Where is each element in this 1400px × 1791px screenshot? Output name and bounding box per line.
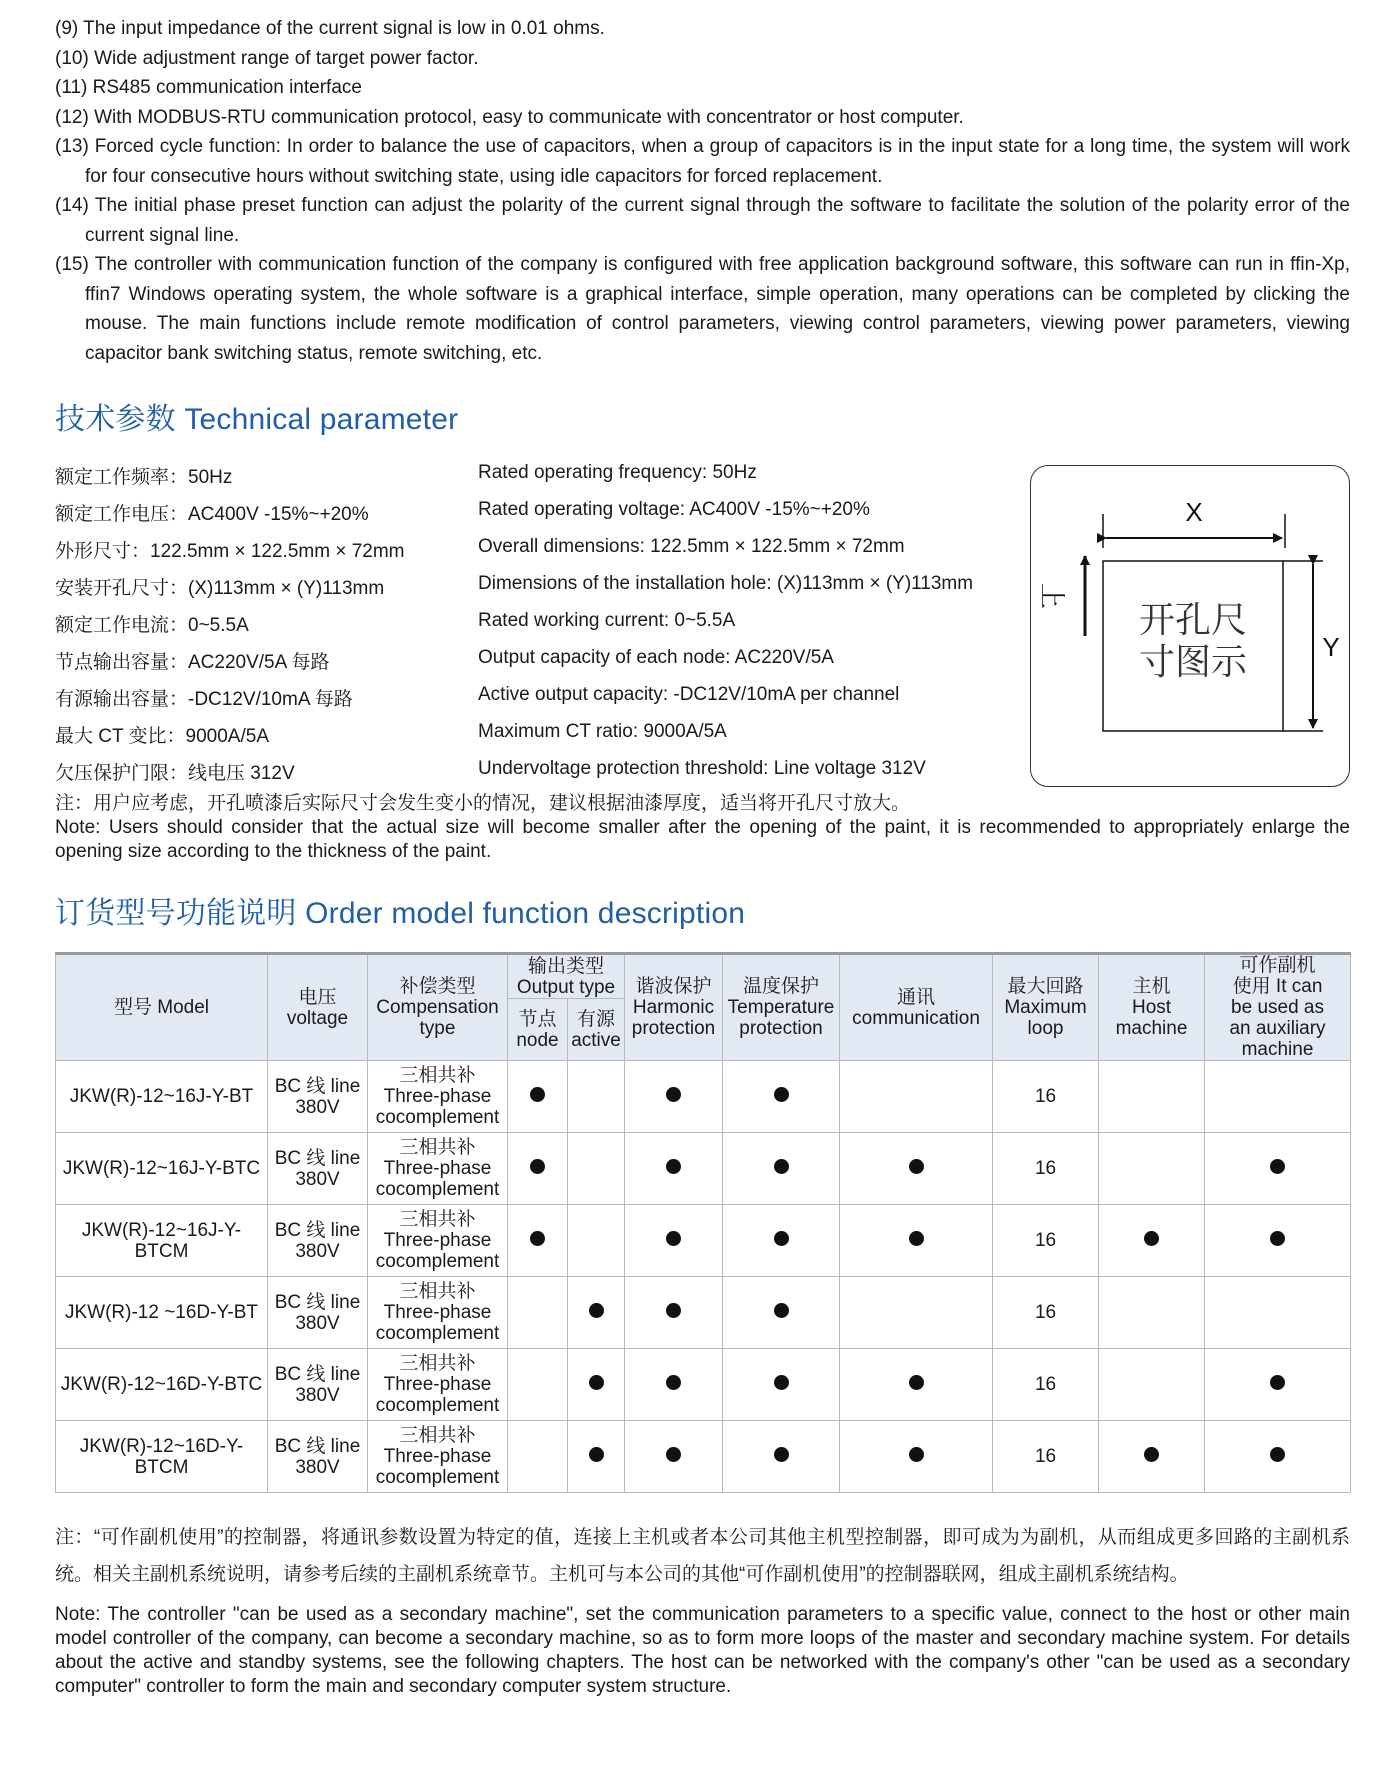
feature-dot (666, 1087, 681, 1102)
feature-dot (909, 1447, 924, 1462)
tech-param-en: Rated operating voltage: AC400V -15%~+20% (478, 499, 870, 520)
max-loop-cell: 16 (993, 1061, 1099, 1133)
feature-item: (13) Forced cycle function: In order to balance the use of capacitors, when a group of capacitors is in the input state for a long time, the system will work for four consecutive hours without switching state, using idle capacitors for forced replacement. (55, 136, 1350, 187)
auxiliary-cell (1205, 1133, 1351, 1205)
comm-cell (840, 1349, 993, 1421)
tech-param-en: Maximum CT ratio: 9000A/5A (478, 721, 727, 742)
tech-param-en: Output capacity of each node: AC220V/5A (478, 647, 834, 668)
harmonic-cell (625, 1205, 723, 1277)
model-cell: JKW(R)-12 ~16D-Y-BT (56, 1277, 268, 1349)
host-cell (1099, 1133, 1205, 1205)
table-row (56, 1061, 1351, 1133)
tech-param-zh: 额定工作电压：AC400V -15%~+20% (55, 504, 369, 525)
temp-cell (723, 1277, 840, 1349)
tech-parameter-block (55, 462, 1350, 792)
tech-param-zh: 外形尺寸：122.5mm × 122.5mm × 72mm (55, 541, 405, 562)
temp-cell (723, 1061, 840, 1133)
tech-param-en: Rated working current: 0~5.5A (478, 610, 736, 631)
node-cell (508, 1349, 568, 1421)
table-row (56, 1421, 1351, 1493)
active-cell (568, 1061, 625, 1133)
feature-item: (9) The input impedance of the current signal is low in 0.01 ohms. (55, 18, 605, 39)
feature-dot (909, 1159, 924, 1174)
tech-note-zh: 注：用户应考虑，开孔喷漆后实际尺寸会发生变小的情况，建议根据油漆厚度，适当将开孔尺寸放大。 (55, 793, 911, 814)
feature-dot (1270, 1159, 1285, 1174)
host-cell (1099, 1421, 1205, 1493)
cutout-dimension-diagram (1030, 465, 1350, 787)
header-node: 节点 node (508, 999, 568, 1061)
header-communication: 通讯 communication (840, 954, 993, 1061)
voltage-cell: BC 线 line 380V (268, 1421, 368, 1493)
temp-cell (723, 1205, 840, 1277)
host-cell (1099, 1061, 1205, 1133)
feature-dot (530, 1231, 545, 1246)
header-temperature: 温度保护 Temperature protection (723, 954, 840, 1061)
auxiliary-cell (1205, 1277, 1351, 1349)
feature-dot (530, 1159, 545, 1174)
comm-cell (840, 1277, 993, 1349)
feature-dot (909, 1375, 924, 1390)
comm-cell (840, 1205, 993, 1277)
host-cell (1099, 1349, 1205, 1421)
table-row (56, 1277, 1351, 1349)
compensation-cell: 三相共补 Three-phase cocomplement (368, 1205, 508, 1277)
harmonic-cell (625, 1349, 723, 1421)
header-voltage: 电压 voltage (268, 954, 368, 1061)
feature-item: (12) With MODBUS-RTU communication protocol, easy to communicate with concentrator or host computer. (55, 106, 964, 128)
compensation-cell: 三相共补 Three-phase cocomplement (368, 1349, 508, 1421)
harmonic-cell (625, 1277, 723, 1349)
feature-dot (1270, 1375, 1285, 1390)
active-cell (568, 1133, 625, 1205)
active-cell (568, 1277, 625, 1349)
tech-param-zh: 额定工作电流：0~5.5A (55, 615, 249, 636)
voltage-cell: BC 线 line 380V (268, 1133, 368, 1205)
header-host: 主机 Host machine (1099, 954, 1205, 1061)
host-cell (1099, 1277, 1205, 1349)
feature-item: (11) RS485 communication interface (55, 77, 362, 98)
tech-section-title: 技术参数 Technical parameter (55, 403, 459, 436)
tech-param-en: Active output capacity: -DC12V/10mA per channel (478, 684, 900, 705)
auxiliary-cell (1205, 1349, 1351, 1421)
header-model: 型号 Model (56, 954, 268, 1061)
tech-param-en: Overall dimensions: 122.5mm × 122.5mm × 72mm (478, 536, 905, 557)
feature-dot (774, 1231, 789, 1246)
header-compensation: 补偿类型 Compensation type (368, 954, 508, 1061)
temp-cell (723, 1421, 840, 1493)
header-auxiliary: 可作副机 使用 It can be used as an auxiliary machine (1205, 954, 1351, 1061)
table-row (56, 1205, 1351, 1277)
comm-cell (840, 1133, 993, 1205)
auxiliary-cell (1205, 1205, 1351, 1277)
harmonic-cell (625, 1061, 723, 1133)
header-max-loop: 最大回路 Maximum loop (993, 954, 1099, 1061)
feature-dot (1270, 1231, 1285, 1246)
max-loop-cell: 16 (993, 1349, 1099, 1421)
active-cell (568, 1421, 625, 1493)
feature-dot (589, 1303, 604, 1318)
feature-dot (909, 1231, 924, 1246)
compensation-cell: 三相共补 Three-phase cocomplement (368, 1061, 508, 1133)
feature-item: (10) Wide adjustment range of target power factor. (55, 47, 479, 69)
temp-cell (723, 1349, 840, 1421)
tech-param-zh: 安装开孔尺寸：(X)113mm × (Y)113mm (55, 578, 385, 599)
header-harmonic: 谐波保护 Harmonic protection (625, 954, 723, 1061)
feature-list (55, 14, 1350, 368)
harmonic-cell (625, 1421, 723, 1493)
table-header (56, 954, 1351, 1061)
node-cell (508, 1133, 568, 1205)
feature-dot (774, 1159, 789, 1174)
node-cell (508, 1061, 568, 1133)
active-cell (568, 1349, 625, 1421)
order-footnote-zh: 注：“可作副机使用”的控制器，将通讯参数设置为特定的值，连接上主机或者本公司其他主机型控制器，即可成为为副机，从而组成更多回路的主副机系统。相关主副机系统说明，请参考后续的主副机系统章节。主机可与本公司的其他“可作副机使用”的控制器联网，组成主副机系统结构。 (55, 1527, 1350, 1585)
tech-param-zh: 节点输出容量：AC220V/5A 每路 (55, 652, 330, 673)
model-cell: JKW(R)-12~16D-Y-BTCM (56, 1421, 268, 1493)
x-label: X (1185, 497, 1203, 527)
compensation-cell: 三相共补 Three-phase cocomplement (368, 1421, 508, 1493)
voltage-cell: BC 线 line 380V (268, 1061, 368, 1133)
feature-item: (15) The controller with communication function of the company is configured with free application background software, this software can run in ffin-Xp, ffin7 Windows operating system, the whole software is a graphical interface, simple operation, many operations can be completed by clicking the mouse. The main functions include remote modification of control parameters, viewing control parameters, viewing power parameters, viewing capacitor bank switching status, remote switching, etc. (55, 254, 1350, 364)
node-cell (508, 1277, 568, 1349)
order-footnote-en: Note: The controller "can be used as a secondary machine", set the communication parameters to a specific value, connect to the host or other main model controller of the company, can become a secondary machine, so as to form more loops of the master and secondary machine system. For details about the active and standby systems, see the following chapters. The host can be networked with the company's other "can be used as a secondary computer" controller to form the main and secondary computer system structure. (55, 1604, 1350, 1697)
max-loop-cell: 16 (993, 1205, 1099, 1277)
tech-note-en: Note: Users should consider that the actual size will become smaller after the opening of the paint, it is recommended to appropriately enlarge the opening size according to the thickness of the paint. (55, 817, 1350, 862)
tech-param-en: Rated operating frequency: 50Hz (478, 462, 757, 483)
model-cell: JKW(R)-12~16J-Y-BTCM (56, 1205, 268, 1277)
feature-dot (774, 1375, 789, 1390)
auxiliary-cell (1205, 1421, 1351, 1493)
feature-dot (1144, 1447, 1159, 1462)
feature-dot (666, 1447, 681, 1462)
feature-dot (774, 1087, 789, 1102)
tech-param-zh: 最大 CT 变比：9000A/5A (55, 726, 270, 747)
y-label: Y (1322, 632, 1340, 662)
feature-dot (589, 1447, 604, 1462)
host-cell (1099, 1205, 1205, 1277)
compensation-cell: 三相共补 Three-phase cocomplement (368, 1277, 508, 1349)
node-cell (508, 1421, 568, 1493)
voltage-cell: BC 线 line 380V (268, 1205, 368, 1277)
tech-param-zh: 有源输出容量：-DC12V/10mA 每路 (55, 689, 353, 710)
order-model-table (55, 952, 1351, 1493)
table-row (56, 1133, 1351, 1205)
page (55, 14, 1350, 1699)
active-cell (568, 1205, 625, 1277)
tech-param-en: Dimensions of the installation hole: (X)113mm × (Y)113mm (478, 573, 974, 594)
feature-dot (589, 1375, 604, 1390)
comm-cell (840, 1421, 993, 1493)
tech-param-en: Undervoltage protection threshold: Line voltage 312V (478, 758, 926, 779)
voltage-cell: BC 线 line 380V (268, 1349, 368, 1421)
model-cell: JKW(R)-12~16J-Y-BT (56, 1061, 268, 1133)
feature-dot (774, 1303, 789, 1318)
cutout-diagram-svg (1031, 466, 1349, 786)
tech-param-zh: 额定工作频率：50Hz (55, 467, 233, 488)
voltage-cell: BC 线 line 380V (268, 1277, 368, 1349)
feature-dot (1144, 1231, 1159, 1246)
model-cell: JKW(R)-12~16D-Y-BTC (56, 1349, 268, 1421)
auxiliary-cell (1205, 1061, 1351, 1133)
cutout-label-line2: 寸图示 (1138, 642, 1248, 683)
feature-dot (666, 1303, 681, 1318)
table-body (56, 1061, 1351, 1493)
max-loop-cell: 16 (993, 1133, 1099, 1205)
feature-dot (530, 1087, 545, 1102)
cutout-label-line1: 开孔尺 (1138, 600, 1248, 641)
max-loop-cell: 16 (993, 1277, 1099, 1349)
table-row (56, 1349, 1351, 1421)
node-cell (508, 1205, 568, 1277)
order-section-title: 订货型号功能说明 Order model function description (55, 897, 746, 930)
up-label: 上 (1036, 582, 1066, 610)
feature-dot (774, 1447, 789, 1462)
comm-cell (840, 1061, 993, 1133)
temp-cell (723, 1133, 840, 1205)
feature-dot (666, 1375, 681, 1390)
header-output-type: 输出类型 Output type (508, 954, 625, 999)
compensation-cell: 三相共补 Three-phase cocomplement (368, 1133, 508, 1205)
feature-item: (14) The initial phase preset function can adjust the polarity of the current signal through the software to facilitate the solution of the polarity error of the current signal line. (55, 195, 1350, 246)
feature-dot (666, 1159, 681, 1174)
model-cell: JKW(R)-12~16J-Y-BTC (56, 1133, 268, 1205)
feature-dot (1270, 1447, 1285, 1462)
harmonic-cell (625, 1133, 723, 1205)
max-loop-cell: 16 (993, 1421, 1099, 1493)
feature-dot (666, 1231, 681, 1246)
tech-param-zh: 欠压保护门限：线电压 312V (55, 763, 295, 784)
header-active: 有源 active (568, 999, 625, 1061)
